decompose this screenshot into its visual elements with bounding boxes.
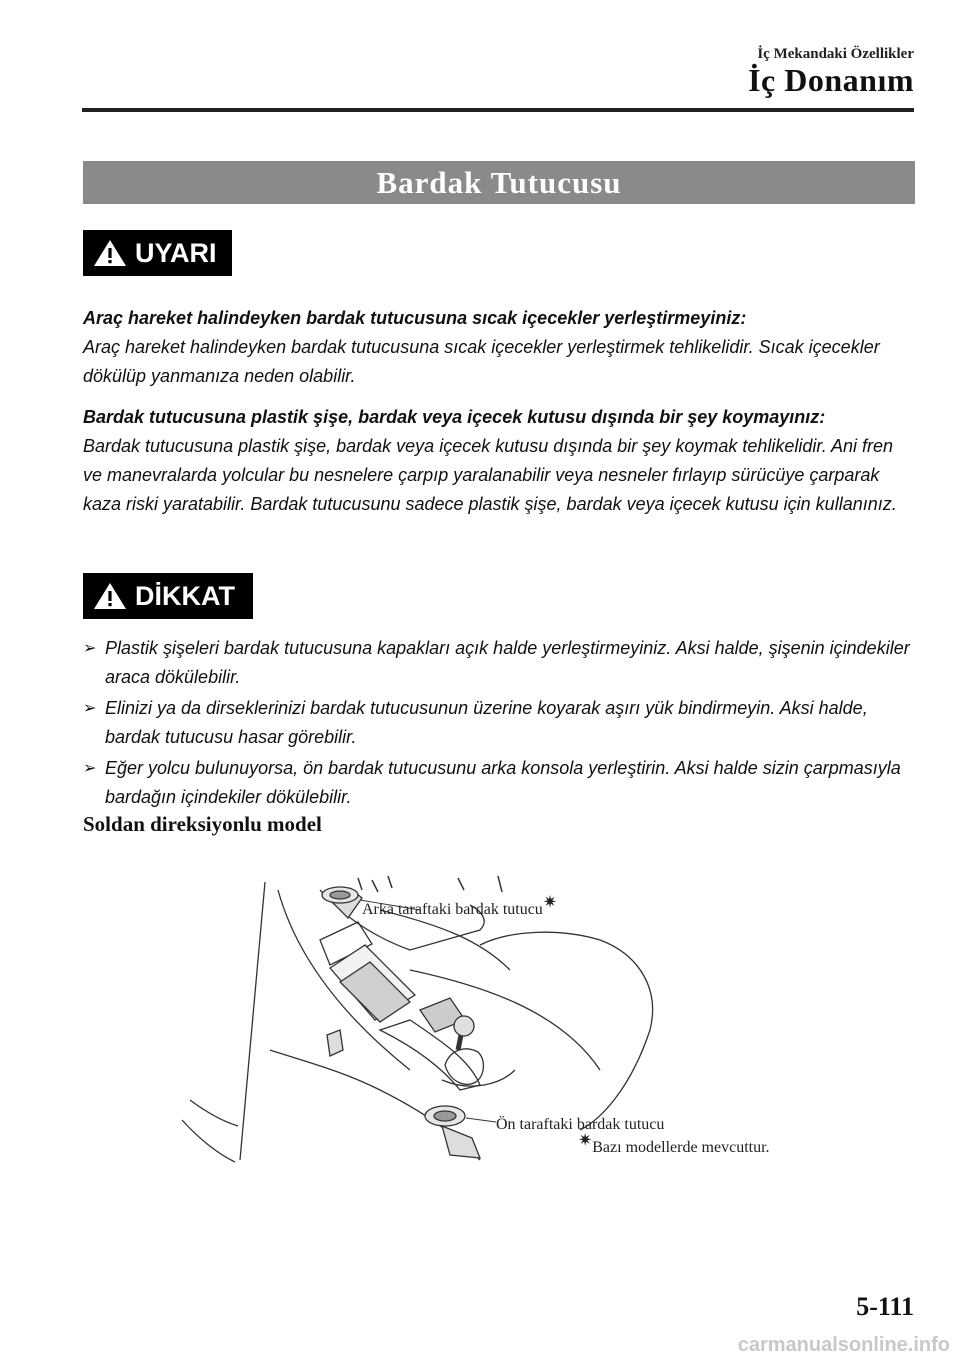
warning-item-2 [83,403,913,519]
arrow-bullet-icon: ➢ [83,760,97,777]
list-item [83,754,915,812]
asterisk-icon: ✷ [542,892,558,912]
warning-text-2: Bardak tutucusuna plastik şişe, bardak veya içecek kutusu dışında bir şey koymak tehlikelidir. Ani fren ve manevralarda yolcular bu nesnelere çarpıp yaralanabilir veya nesneler fırlayıp sürücüye çarparak kaza riski yaratabilir. Bardak tutucusunu sadece plastik şişe, bardak veya içecek kutusu için kullanınız. [83,436,897,514]
warning-label: UYARI [135,237,217,268]
caution-list [83,634,915,814]
arrow-bullet-icon: ➢ [83,700,97,717]
caution-bullet-text: Plastik şişeleri bardak tutucusuna kapakları açık halde yerleştirmeyiniz. Aksi halde, şişenin içindekiler araca dökülebilir. [105,638,910,687]
warning-heading-2: Bardak tutucusuna plastik şişe, bardak veya içecek kutusu dışında bir şey koymayınız: [83,407,826,427]
warning-item-1 [83,304,913,391]
model-subheading: Soldan direksiyonlu model [83,812,322,836]
watermark: carmanualsonline.info [737,1334,950,1356]
caution-label: DİKKAT [135,580,235,611]
rear-cup-holder-label: Arka taraftaki bardak tutucu✷ [362,892,558,918]
warning-triangle-icon [93,582,127,610]
warning-text-1: Araç hareket halindeyken bardak tutucusuna sıcak içecekler yerleştirmek tehlikelidir. Sıcak içecekler dökülüp yanmanıza neden olabilir. [83,337,880,386]
warning-triangle-icon [93,239,127,267]
page-number: 5-111 [856,1292,914,1321]
page-title: Bardak Tutucusu [83,161,915,204]
chapter-header: İç Donanım [748,62,914,98]
arrow-bullet-icon: ➢ [83,640,97,657]
list-item [83,694,915,752]
section-header: İç Mekandaki Özellikler [757,46,914,62]
caution-bullet-text: Elinizi ya da dirseklerinizi bardak tutucusunun üzerine koyarak aşırı yük bindirmeyin. Aksi halde, bardak tutucusu hasar görebilir. [105,698,868,747]
caution-bullet-text: Eğer yolcu bulunuyorsa, ön bardak tutucusunu arka konsola yerleştirin. Aksi halde sizin çarpmasıyla bardağın içindekiler dökülebilir. [105,758,901,807]
front-cup-holder-label: Ön taraftaki bardak tutucu [496,1116,665,1133]
footnote: ✷Bazı modellerde mevcuttur. [578,1130,770,1156]
warning-badge [83,230,232,276]
header-divider [82,108,914,112]
caution-badge [83,573,253,619]
asterisk-icon: ✷ [578,1130,593,1150]
list-item [83,634,915,692]
warning-heading-1: Araç hareket halindeyken bardak tutucusuna sıcak içecekler yerleştirmeyiniz: [83,308,747,328]
